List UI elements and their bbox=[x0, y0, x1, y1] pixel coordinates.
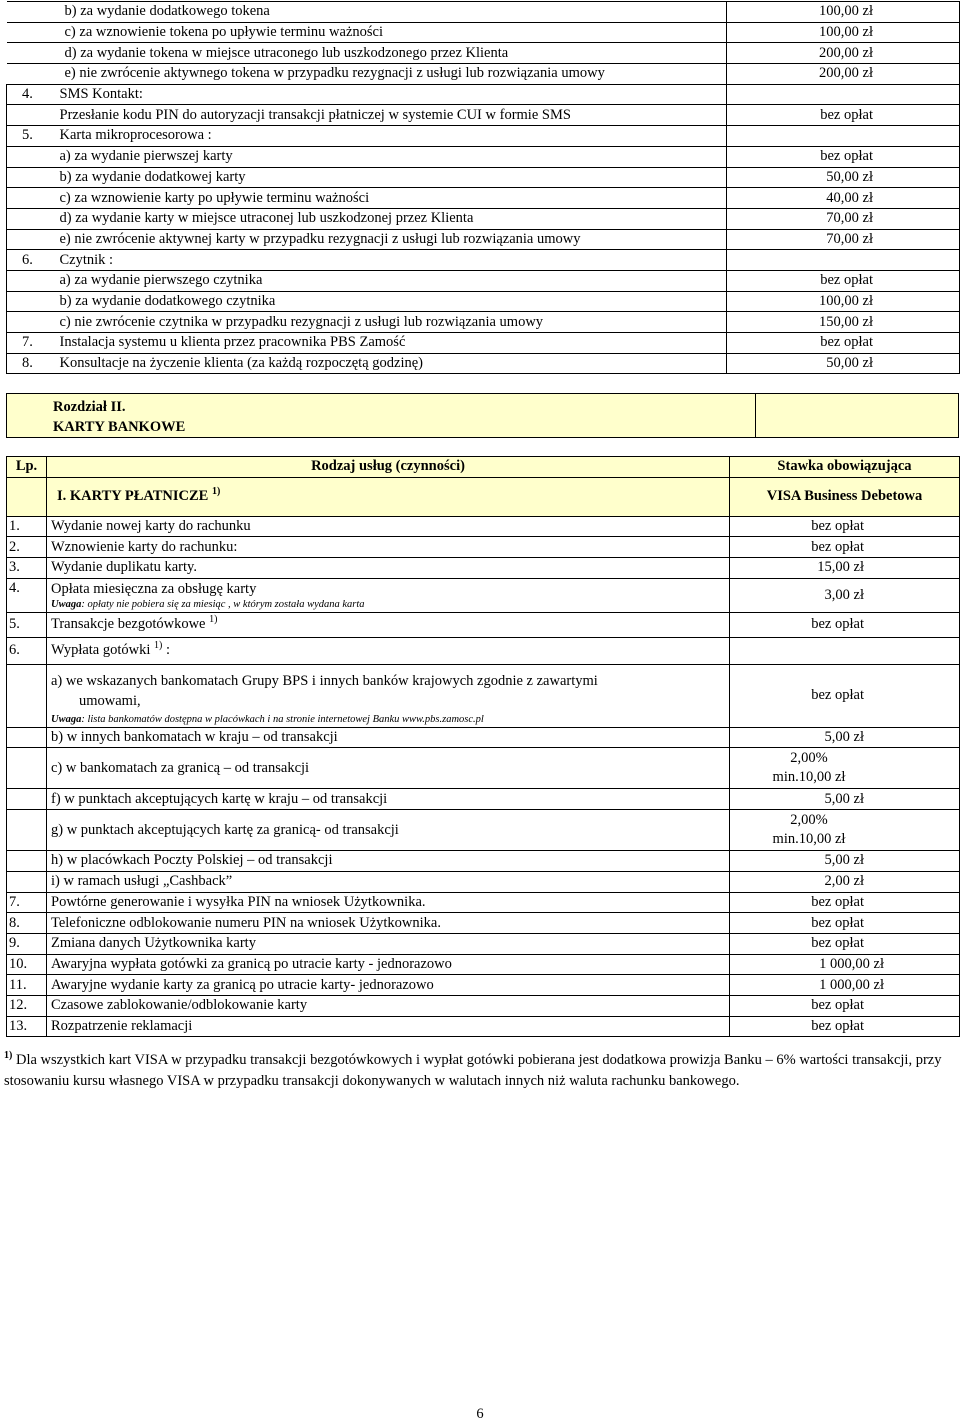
row-lp bbox=[7, 167, 54, 188]
row-amount: 70,00 zł bbox=[727, 208, 960, 229]
row-desc: Rozpatrzenie reklamacji bbox=[47, 1016, 730, 1037]
header-rate: Stawka obowiązująca bbox=[730, 457, 960, 478]
row-amount: 15,00 zł bbox=[730, 558, 960, 579]
table-row bbox=[7, 578, 960, 612]
header-lp: Lp. bbox=[7, 457, 47, 478]
row-amount: 1 000,00 zł bbox=[730, 954, 960, 975]
row-amount bbox=[727, 84, 960, 105]
row-amount: 100,00 zł bbox=[727, 22, 960, 43]
row-amount: bez opłat bbox=[730, 933, 960, 954]
table-row bbox=[7, 167, 960, 188]
row-amount-line1: 2,00% bbox=[790, 812, 828, 829]
row-lp: 9. bbox=[7, 933, 47, 954]
row-desc: c) nie zwrócenie czytnika w przypadku rezygnacji z usługi lub rozwiązania umowy bbox=[54, 312, 727, 333]
row-lp: 1. bbox=[7, 516, 47, 537]
table-row bbox=[7, 516, 960, 537]
subtitle-cell bbox=[47, 477, 730, 516]
row-amount: 40,00 zł bbox=[727, 188, 960, 209]
row-note: Uwaga: lista bankomatów dostępna w placówkach i na stronie internetowej Banku www.pbs.zamosc.pl bbox=[51, 713, 484, 725]
table-row bbox=[7, 975, 960, 996]
row-desc: Wydanie nowej karty do rachunku bbox=[47, 516, 730, 537]
row-amount: 100,00 zł bbox=[727, 291, 960, 312]
row-lp: 5. bbox=[7, 126, 54, 147]
row-lp: 13. bbox=[7, 1016, 47, 1037]
table-row bbox=[7, 664, 960, 727]
row-lp: 11. bbox=[7, 975, 47, 996]
row-desc: b) za wydanie dodatkowego tokena bbox=[7, 2, 727, 23]
row-desc: h) w placówkach Poczty Polskiej – od transakcji bbox=[47, 851, 730, 872]
table-row bbox=[7, 995, 960, 1016]
row-lp-empty bbox=[7, 789, 47, 810]
table-row bbox=[7, 64, 960, 85]
table-row bbox=[7, 871, 960, 892]
row-lp bbox=[7, 229, 54, 250]
row-amount-line2: min.10,00 zł bbox=[772, 831, 846, 848]
row-amount: 5,00 zł bbox=[730, 727, 960, 748]
row-amount-line1: 2,00% bbox=[790, 750, 828, 767]
table-row bbox=[7, 2, 960, 23]
table-row bbox=[7, 188, 960, 209]
row-lp: 3. bbox=[7, 558, 47, 579]
table-row bbox=[7, 353, 960, 374]
row-desc: d) za wydanie karty w miejsce utraconej lub uszkodzonej przez Klienta bbox=[54, 208, 727, 229]
row-lp bbox=[7, 105, 54, 126]
row-amount: 3,00 zł bbox=[730, 578, 960, 612]
row-desc: Telefoniczne odblokowanie numeru PIN na wniosek Użytkownika. bbox=[47, 913, 730, 934]
row-amount: bez opłat bbox=[730, 1016, 960, 1037]
row-lp: 5. bbox=[7, 612, 47, 637]
row-lp bbox=[7, 270, 54, 291]
table-row bbox=[7, 933, 960, 954]
row-desc: b) za wydanie dodatkowej karty bbox=[54, 167, 727, 188]
row-desc: Wypłata gotówki $^{1)}$ : bbox=[47, 637, 730, 664]
table-row bbox=[7, 126, 960, 147]
row-desc: Czasowe zablokowanie/odblokowanie karty bbox=[47, 995, 730, 1016]
section-title-cell bbox=[7, 394, 756, 438]
section-header bbox=[6, 393, 959, 438]
row-desc bbox=[47, 578, 730, 612]
row-lp: 7. bbox=[7, 892, 47, 913]
row-amount: bez opłat bbox=[730, 995, 960, 1016]
row-lp bbox=[7, 188, 54, 209]
row-amount bbox=[730, 748, 960, 789]
row-lp bbox=[7, 312, 54, 333]
header-service: Rodzaj usług (czynności) bbox=[47, 457, 730, 478]
row-lp-empty bbox=[7, 851, 47, 872]
row-desc: Awaryjne wydanie karty za granicą po utracie karty- jednorazowo bbox=[47, 975, 730, 996]
row-desc-line1: a) we wskazanych bankomatach Grupy BPS i innych banków krajowych zgodnie z zawartymi bbox=[51, 672, 598, 689]
row-amount: 200,00 zł bbox=[727, 43, 960, 64]
row-amount: 50,00 zł bbox=[727, 167, 960, 188]
row-desc: b) w innych bankomatach w kraju – od transakcji bbox=[47, 727, 730, 748]
table-row bbox=[7, 43, 960, 64]
table-row bbox=[7, 892, 960, 913]
row-desc: a) za wydanie pierwszej karty bbox=[54, 146, 727, 167]
row-desc: i) w ramach usługi „Cashback” bbox=[47, 871, 730, 892]
table-row bbox=[7, 312, 960, 333]
row-desc: Czytnik : bbox=[54, 250, 727, 271]
row-desc: e) nie zwrócenie aktywnej karty w przypadku rezygnacji z usługi lub rozwiązania umowy bbox=[54, 229, 727, 250]
row-amount-empty bbox=[730, 637, 960, 664]
row-desc: b) za wydanie dodatkowego czytnika bbox=[54, 291, 727, 312]
table-row bbox=[7, 1016, 960, 1037]
subtitle-row bbox=[7, 477, 960, 516]
row-desc: Transakcje bezgotówkowe $^{1)}$ bbox=[47, 612, 730, 637]
row-amount: 100,00 zł bbox=[727, 2, 960, 23]
row-lp: 7. bbox=[7, 333, 54, 354]
subtitle-text: I. KARTY PŁATNICZE bbox=[57, 488, 209, 505]
fees-table-continued bbox=[6, 1, 960, 374]
row-desc bbox=[47, 664, 730, 727]
table-row bbox=[7, 250, 960, 271]
row-amount bbox=[730, 810, 960, 851]
table-row bbox=[7, 208, 960, 229]
table-row bbox=[7, 146, 960, 167]
table-row bbox=[7, 727, 960, 748]
table-row bbox=[7, 612, 960, 637]
subtitle-lp bbox=[7, 477, 47, 516]
row-desc: Zmiana danych Użytkownika karty bbox=[47, 933, 730, 954]
page-number: 6 bbox=[476, 1406, 484, 1422]
footnote-text: Dla wszystkich kart VISA w przypadku transakcji bezgotówkowych i wypłat gotówki pobierana jest dodatkowa prowizja Banku – 6% wartości transakcji, przy stosowaniu kursu własnego VISA w przypadku transakcji dokonywanych w walutach innych niż waluta rachunku bankowego. bbox=[4, 1052, 942, 1089]
row-amount: bez opłat bbox=[730, 516, 960, 537]
row-desc-line2: umowami, bbox=[79, 692, 141, 709]
row-amount: 5,00 zł bbox=[730, 851, 960, 872]
row-amount: bez opłat bbox=[727, 270, 960, 291]
row-note: Uwaga: opłaty nie pobiera się za miesiąc , w którym została wydana karta bbox=[51, 598, 365, 610]
row-desc: Powtórne generowanie i wysyłka PIN na wniosek Użytkownika. bbox=[47, 892, 730, 913]
table-row bbox=[7, 105, 960, 126]
cards-fee-table bbox=[6, 456, 960, 1037]
row-amount: 2,00 zł bbox=[730, 871, 960, 892]
row-amount: 1 000,00 zł bbox=[730, 975, 960, 996]
section-number: Rozdział II. bbox=[53, 399, 126, 415]
table-row bbox=[7, 810, 960, 851]
footnote-marker: 1) bbox=[4, 1050, 13, 1061]
row-lp bbox=[7, 208, 54, 229]
row-amount: 5,00 zł bbox=[730, 789, 960, 810]
row-desc: e) nie zwrócenie aktywnego tokena w przypadku rezygnacji z usługi lub rozwiązania umowy bbox=[7, 64, 727, 85]
row-lp-empty bbox=[7, 810, 47, 851]
table-row bbox=[7, 748, 960, 789]
table-row bbox=[7, 954, 960, 975]
row-desc: Przesłanie kodu PIN do autoryzacji transakcji płatniczej w systemie CUI w formie SMS bbox=[54, 105, 727, 126]
row-desc: c) w bankomatach za granicą – od transakcji bbox=[47, 748, 730, 789]
table-row bbox=[7, 84, 960, 105]
row-desc: Wydanie duplikatu karty. bbox=[47, 558, 730, 579]
row-lp: 8. bbox=[7, 913, 47, 934]
row-amount bbox=[727, 250, 960, 271]
row-desc: c) za wznowienie karty po upływie terminu ważności bbox=[54, 188, 727, 209]
table-row bbox=[7, 270, 960, 291]
table-row bbox=[7, 637, 960, 664]
row-lp-empty bbox=[7, 871, 47, 892]
table-row bbox=[7, 333, 960, 354]
row-lp-empty bbox=[7, 727, 47, 748]
row-desc: g) w punktach akceptujących kartę za granicą- od transakcji bbox=[47, 810, 730, 851]
section-empty-cell bbox=[756, 394, 959, 438]
row-desc: c) za wznowienie tokena po upływie terminu ważności bbox=[7, 22, 727, 43]
row-lp: 6. bbox=[7, 250, 54, 271]
row-amount-line2: min.10,00 zł bbox=[772, 769, 846, 786]
row-desc: Konsultacje na życzenie klienta (za każdą rozpoczętą godzinę) bbox=[54, 353, 727, 374]
row-amount: 150,00 zł bbox=[727, 312, 960, 333]
table-row bbox=[7, 558, 960, 579]
row-amount bbox=[727, 126, 960, 147]
row-amount: 50,00 zł bbox=[727, 353, 960, 374]
row-amount: 200,00 zł bbox=[727, 64, 960, 85]
row-desc: Awaryjna wypłata gotówki za granicą po utracie karty - jednorazowo bbox=[47, 954, 730, 975]
row-amount: bez opłat bbox=[727, 146, 960, 167]
table-row bbox=[7, 913, 960, 934]
row-amount: bez opłat bbox=[730, 664, 960, 727]
table-row bbox=[7, 229, 960, 250]
row-amount: bez opłat bbox=[730, 537, 960, 558]
card-type: VISA Business Debetowa bbox=[730, 477, 960, 516]
row-amount: bez opłat bbox=[730, 913, 960, 934]
row-lp: 12. bbox=[7, 995, 47, 1016]
table-row bbox=[7, 851, 960, 872]
row-amount: bez opłat bbox=[730, 612, 960, 637]
subtitle-sup: 1) bbox=[211, 486, 221, 498]
table-row bbox=[7, 291, 960, 312]
row-lp-empty bbox=[7, 748, 47, 789]
row-desc: SMS Kontakt: bbox=[54, 84, 727, 105]
row-amount: 70,00 zł bbox=[727, 229, 960, 250]
row-desc: d) za wydanie tokena w miejsce utraconego lub uszkodzonego przez Klienta bbox=[7, 43, 727, 64]
row-amount: bez opłat bbox=[727, 105, 960, 126]
row-lp: 2. bbox=[7, 537, 47, 558]
row-lp bbox=[7, 146, 54, 167]
row-lp: 6. bbox=[7, 637, 47, 664]
row-lp: 10. bbox=[7, 954, 47, 975]
row-amount: bez opłat bbox=[727, 333, 960, 354]
row-lp: 4. bbox=[7, 578, 47, 612]
row-amount: bez opłat bbox=[730, 892, 960, 913]
table-row bbox=[7, 537, 960, 558]
section-title: KARTY BANKOWE bbox=[53, 419, 186, 435]
row-lp: 8. bbox=[7, 353, 54, 374]
row-lp-empty bbox=[7, 664, 47, 727]
row-lp: 4. bbox=[7, 84, 54, 105]
row-desc: Karta mikroprocesorowa : bbox=[54, 126, 727, 147]
row-desc-text: Opłata miesięczna za obsługę karty bbox=[51, 580, 257, 597]
row-desc: f) w punktach akceptujących kartę w kraju – od transakcji bbox=[47, 789, 730, 810]
table-row bbox=[7, 789, 960, 810]
table-row bbox=[7, 22, 960, 43]
row-lp bbox=[7, 291, 54, 312]
row-desc: Wznowienie karty do rachunku: bbox=[47, 537, 730, 558]
footnote bbox=[4, 1050, 949, 1092]
row-desc: Instalacja systemu u klienta przez pracownika PBS Zamość bbox=[54, 333, 727, 354]
table-header-row bbox=[7, 457, 960, 478]
row-desc: a) za wydanie pierwszego czytnika bbox=[54, 270, 727, 291]
